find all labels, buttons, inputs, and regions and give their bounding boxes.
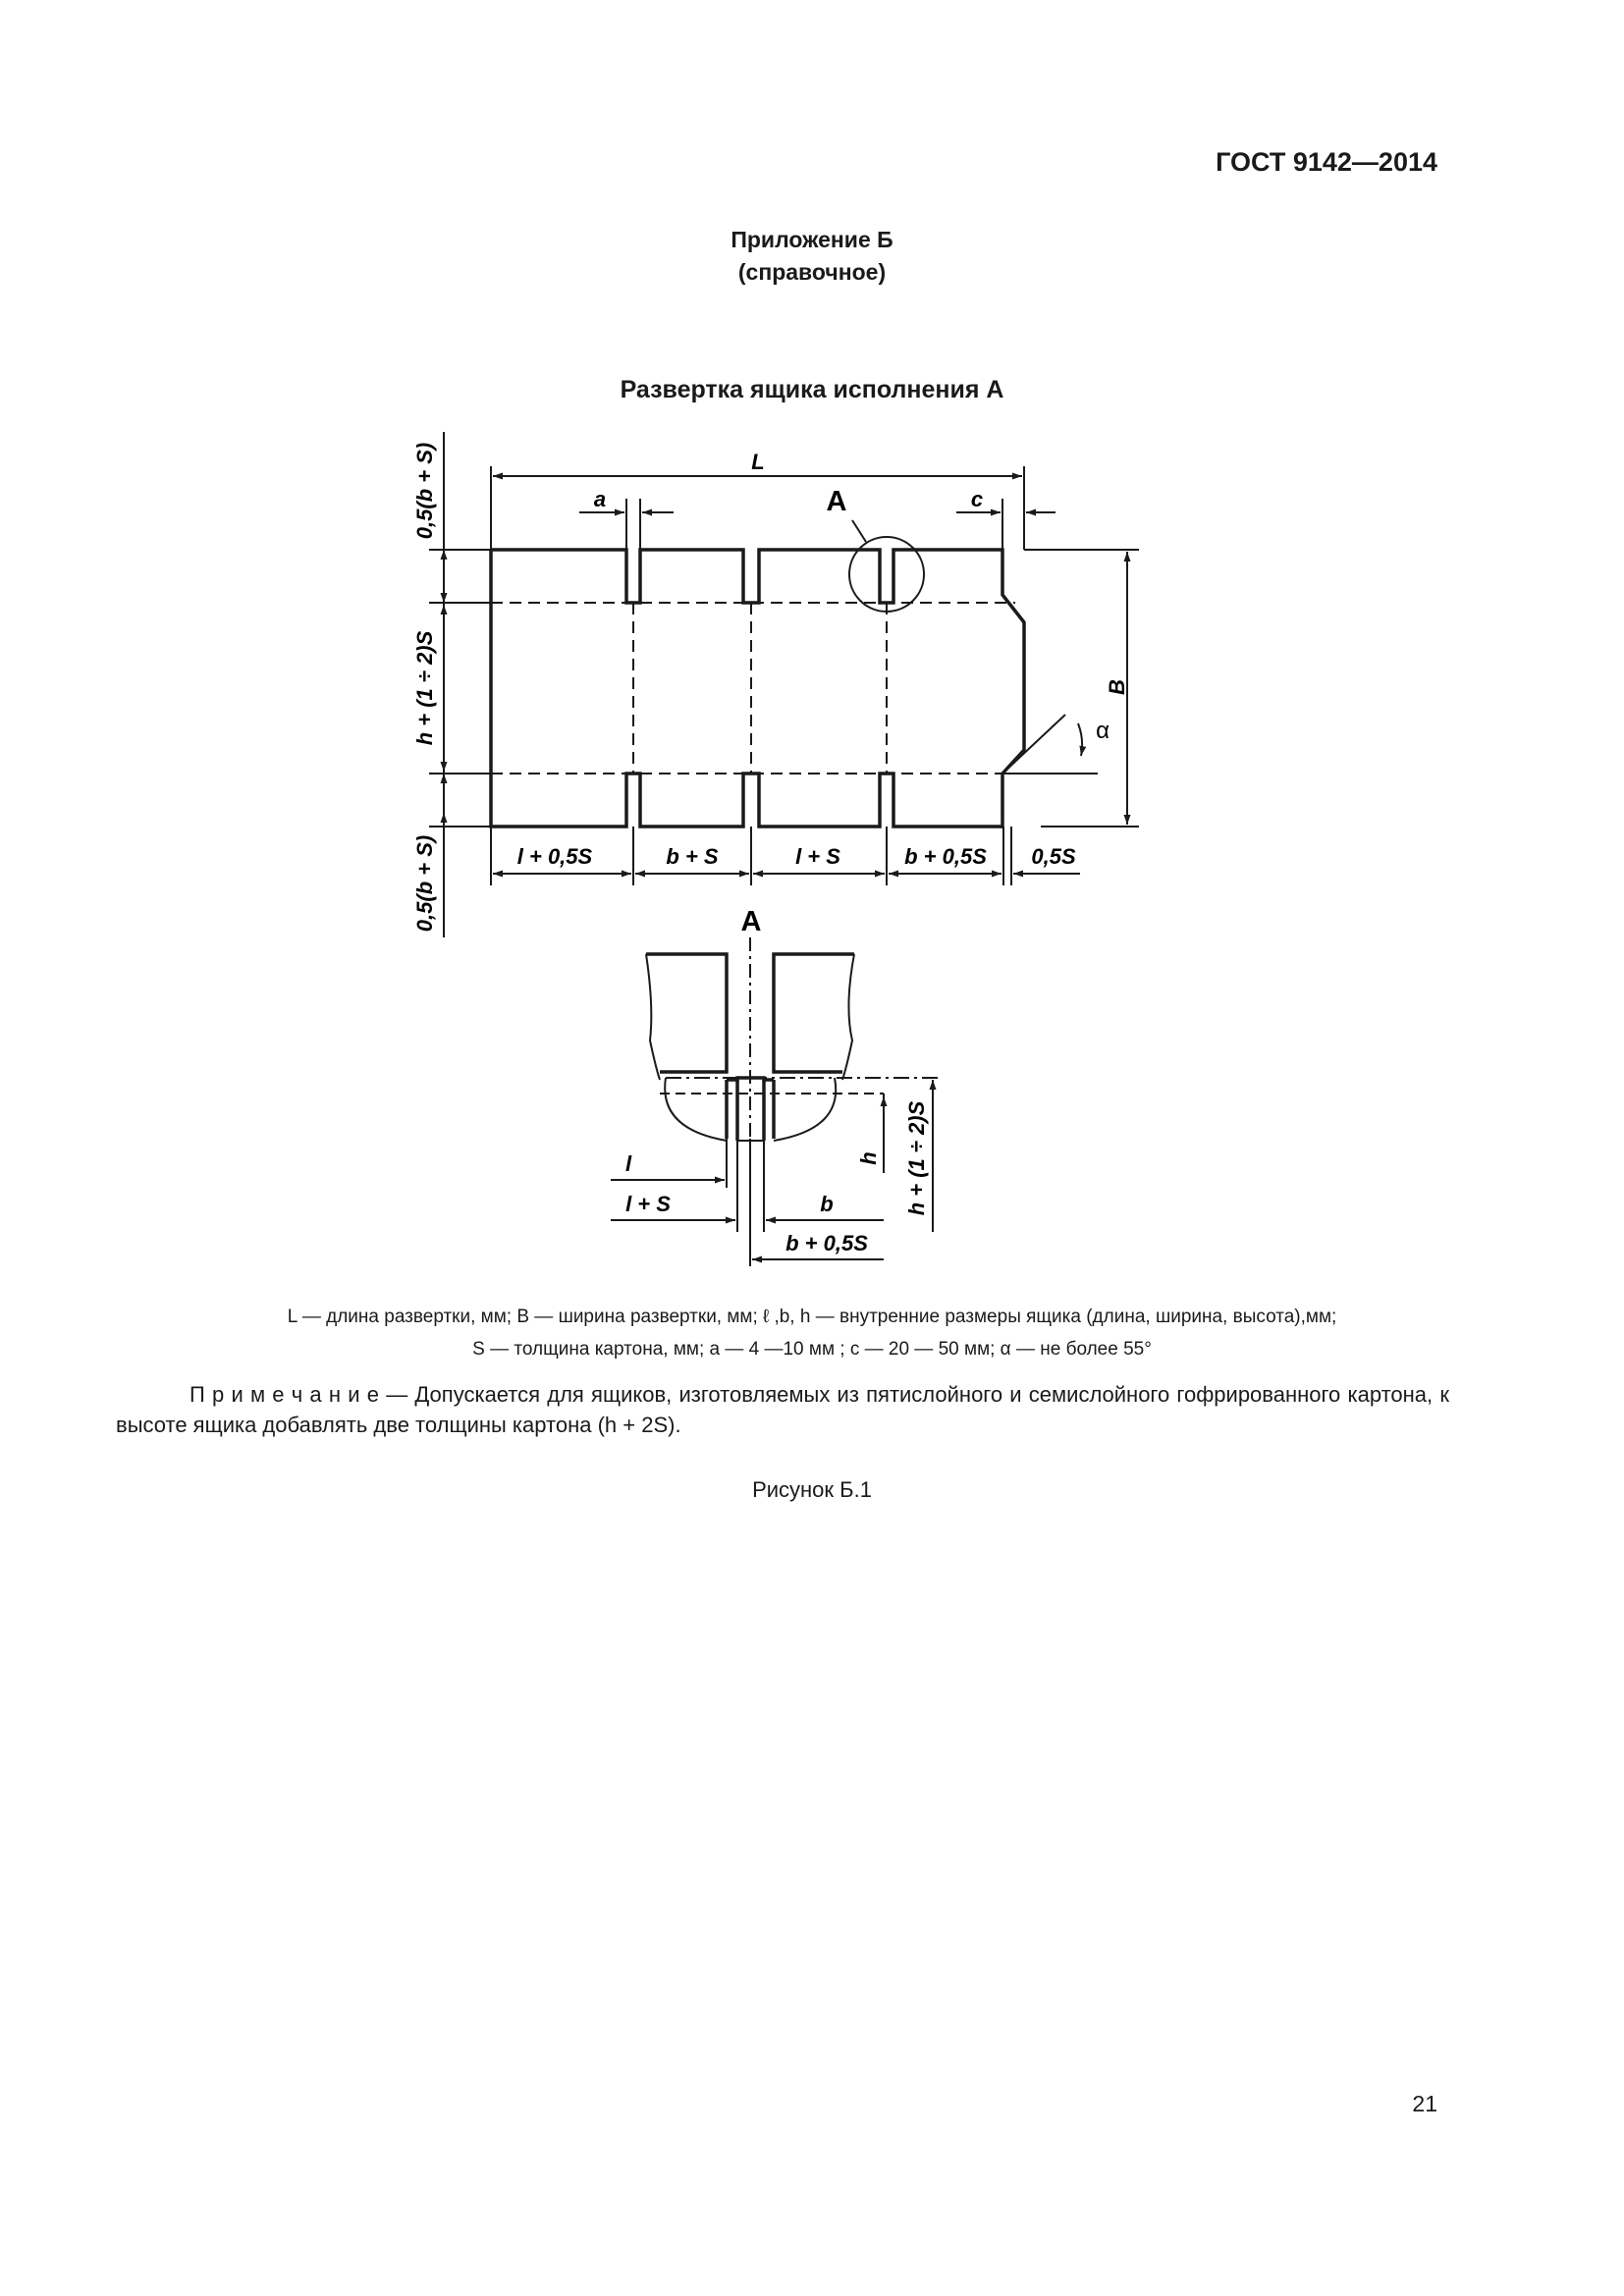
blank-outline	[491, 550, 1024, 827]
detail-circle	[849, 537, 924, 612]
note-paragraph	[116, 1379, 1449, 1440]
detail-view	[646, 937, 943, 1237]
dim-middle-label: h + (1 ÷ 2)S	[412, 630, 437, 746]
legend-line-2: S — толщина картона, мм; a — 4 —10 мм ; c — 20 — 50 мм; α — не более 55°	[472, 1339, 1152, 1360]
detail-dim-l-plus-s: l + S	[625, 1192, 671, 1216]
figure-legend	[0, 1301, 1624, 1365]
dim-seg2-label: b + S	[666, 844, 719, 869]
dim-seg1-label: l + 0,5S	[516, 844, 593, 869]
detail-dim-b-plus-half-s: b + 0,5S	[785, 1231, 868, 1255]
figure-title: Развертка ящика исполнения А	[620, 376, 1004, 403]
detail-dim-h-plus: h + (1 ÷ 2)S	[904, 1100, 929, 1216]
dim-a-label: a	[593, 487, 607, 511]
detail-dim-b: b	[820, 1192, 834, 1216]
dim-L-label: L	[751, 450, 765, 474]
dim-top-flap-label: 0,5(b + S)	[412, 442, 437, 540]
detail-dim-h: h	[856, 1151, 881, 1165]
dim-c-label: c	[970, 487, 984, 511]
document-code: ГОСТ 9142—2014	[1216, 147, 1437, 177]
angle-alpha-label: α	[1096, 718, 1110, 744]
appendix-title: Приложение Б	[731, 227, 893, 252]
dim-bottom-flap-label: 0,5(b + S)	[412, 834, 437, 933]
detail-dim-l: l	[624, 1151, 632, 1176]
legend-line-1: L — длина развертки, мм; B — ширина развертки, мм; ℓ ,b, h — внутренние размеры ящика (длина, ширина, высота),мм;	[287, 1307, 1337, 1327]
dim-seg5-label: 0,5S	[1031, 844, 1076, 869]
page-number: 21	[1412, 2091, 1437, 2116]
fold-lines	[491, 603, 1015, 774]
detail-label-top: А	[826, 486, 847, 517]
detail-label-title: А	[740, 906, 762, 937]
figure-caption: Рисунок Б.1	[752, 1477, 872, 1502]
dim-B-label: B	[1105, 679, 1129, 695]
appendix-subtitle: (справочное)	[737, 259, 887, 285]
dim-seg4-label: b + 0,5S	[904, 844, 987, 869]
note-text: Допускается для ящиков, изготовляемых из пятислойного и семислойного гофрированного картона, к высоте ящика добавлять две толщины картона (h + 2S).	[116, 1382, 1449, 1437]
dim-seg3-label: l + S	[795, 844, 840, 869]
note-label: П р и м е ч а н и е —	[189, 1382, 415, 1407]
